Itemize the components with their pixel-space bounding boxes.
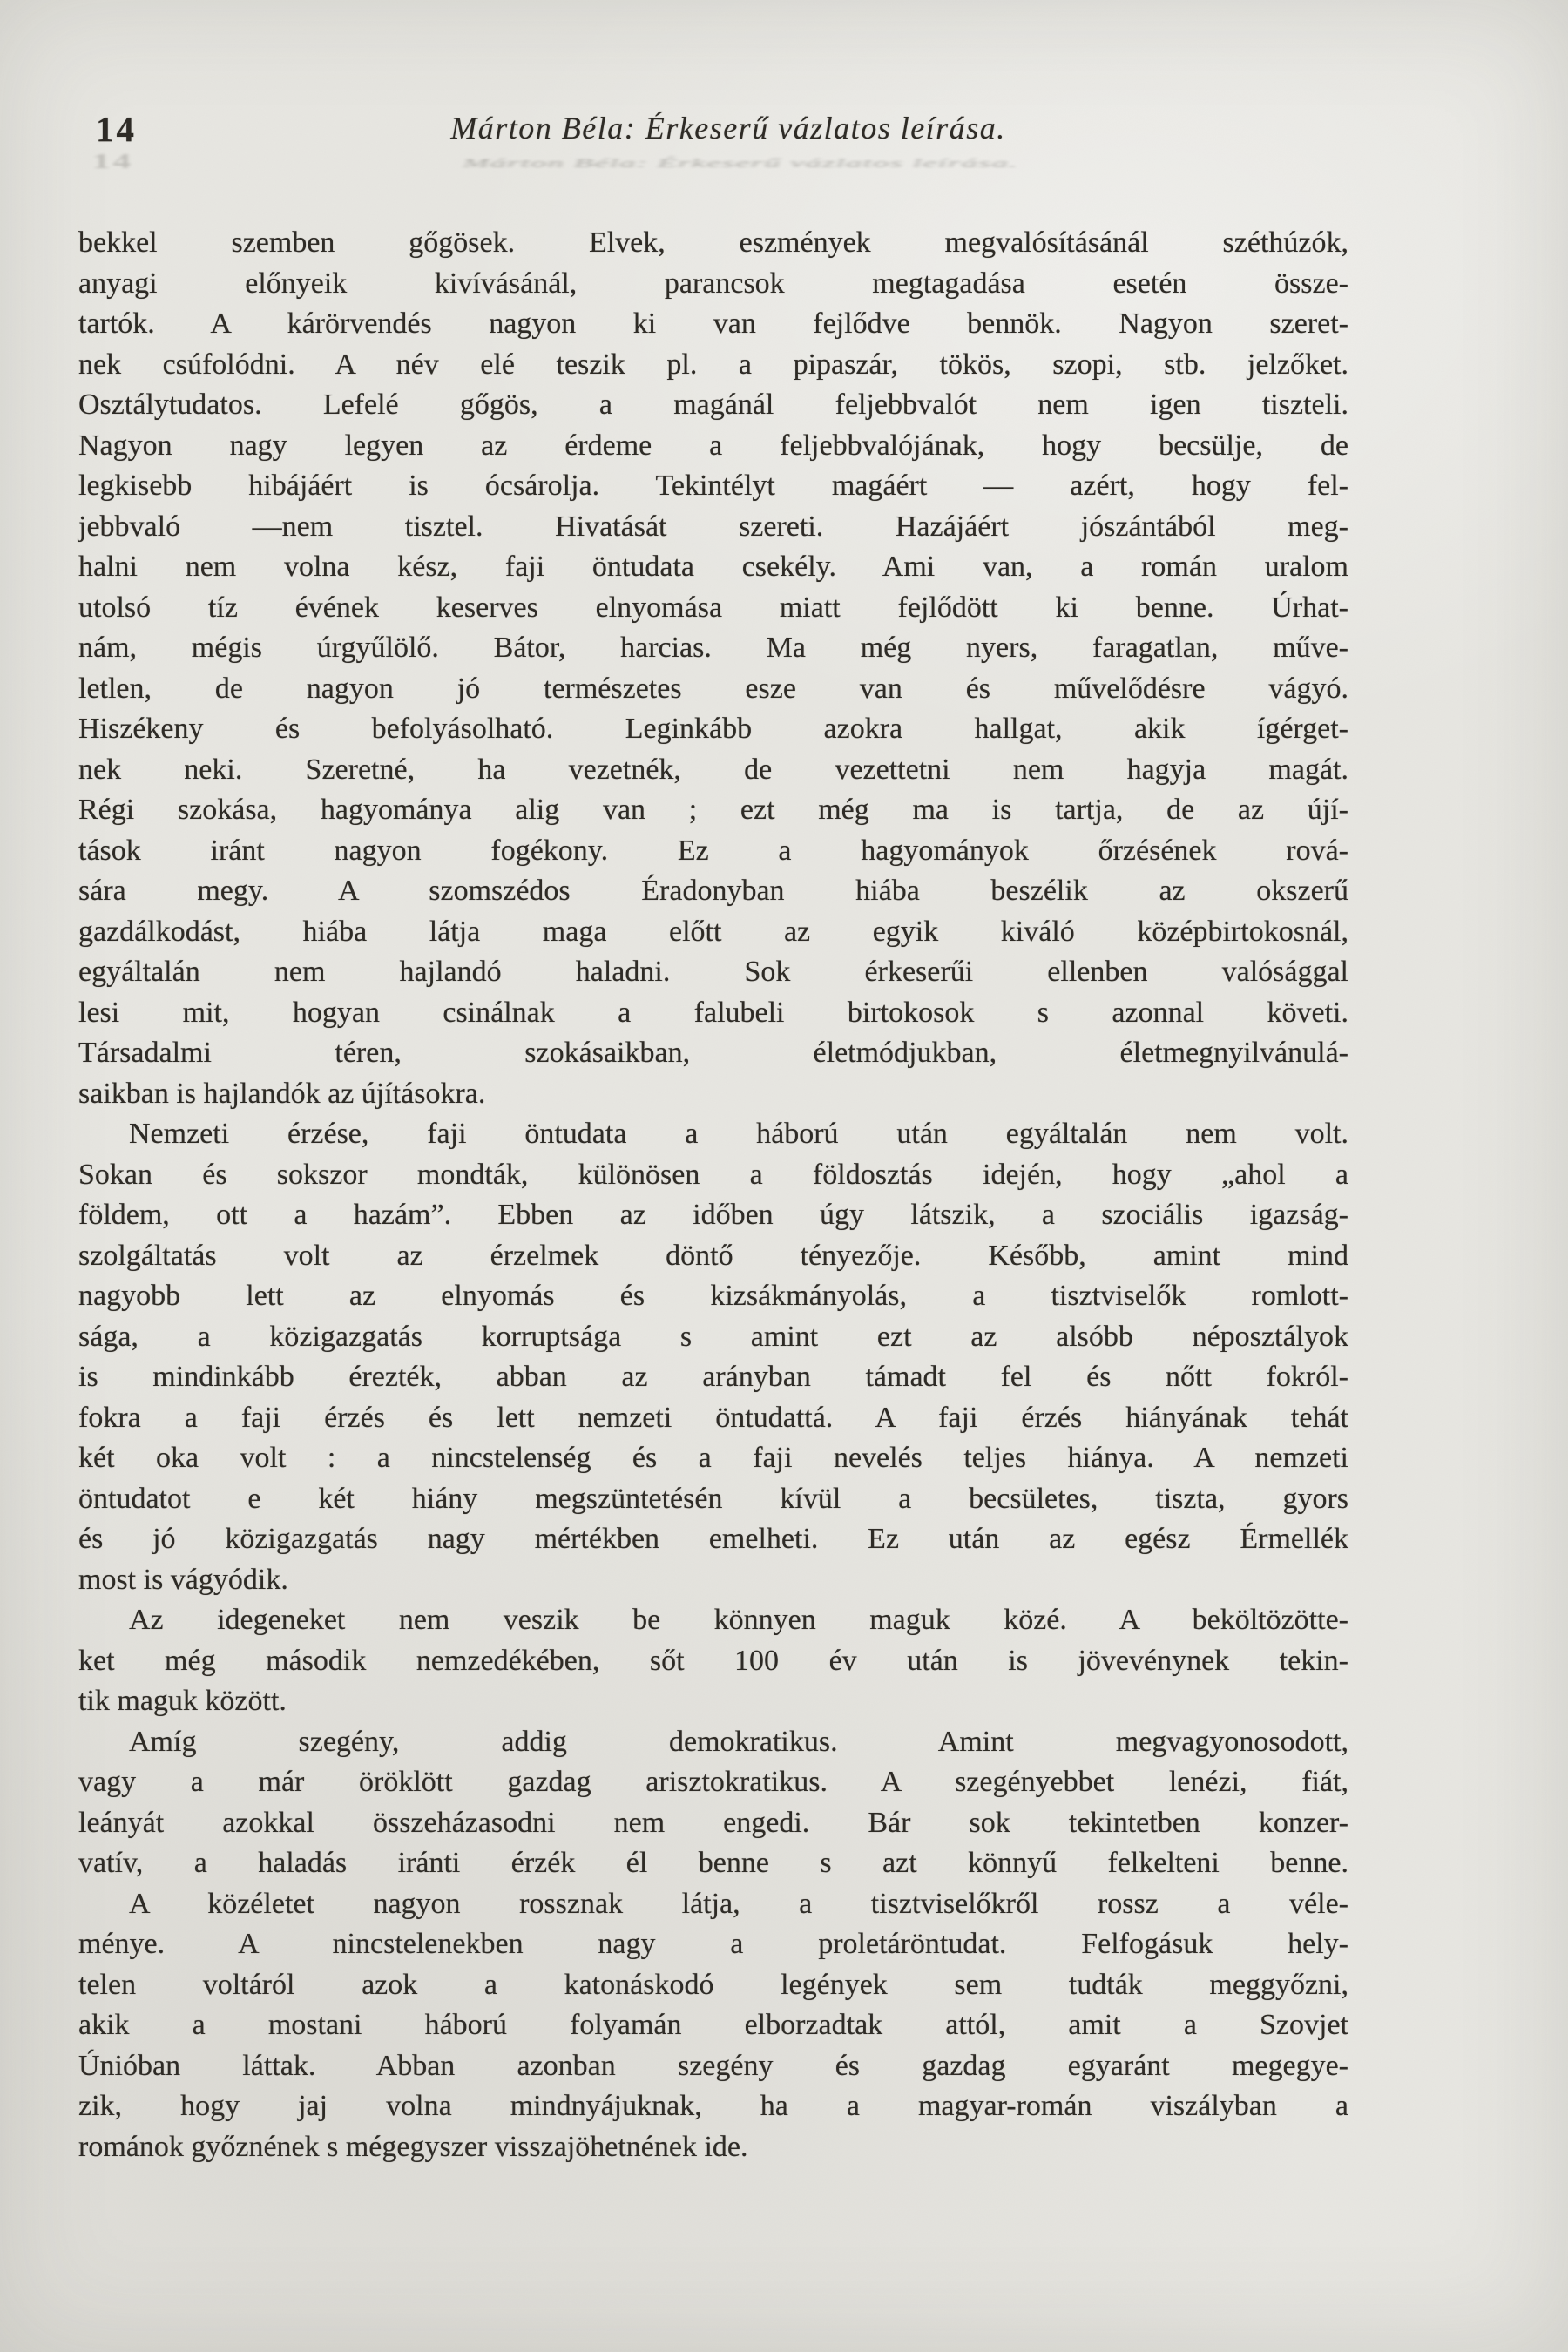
running-header-ghost: Márton Béla: Érkeserű vázlatos leírása.	[463, 155, 1018, 171]
text-line: gazdálkodást, hiába látja maga előtt az egyik kiváló középbirtokosnál,	[78, 915, 1348, 948]
text-line: Hiszékeny és befolyásolható. Leginkább azokra hallgat, akik ígérget-	[78, 713, 1348, 745]
text-line: akik a mostani háború folyamán elborzadtak attól, amit a Szovjet	[78, 2009, 1348, 2041]
text-line: Társadalmi téren, szokásaikban, életmódjukban, életmegnyilvánulá-	[78, 1037, 1348, 1069]
text-line: most is vágyódik.	[78, 1563, 288, 1596]
text-line: fokra a faji érzés és lett nemzeti öntudattá. A faji érzés hiányának tehát	[78, 1401, 1348, 1434]
text-line: ménye. A nincstelenekben nagy a proletáröntudat. Felfogásuk hely-	[78, 1928, 1348, 1960]
text-line: és jó közigazgatás nagy mértékben emelheti. Ez után az egész Érmellék	[78, 1523, 1348, 1555]
text-line: Únióban láttak. Abban azonban szegény és gazdag egyaránt megegye-	[78, 2049, 1348, 2082]
text-line: Amíg szegény, addig demokratikus. Amint megvagyonosodott,	[129, 1725, 1348, 1758]
page-number-ghost: 14	[92, 148, 133, 173]
text-line: halni nem volna kész, faji öntudata csekély. Ami van, a román uralom	[78, 551, 1348, 583]
text-line: két oka volt : a nincstelenség és a faji nevelés teljes hiánya. A nemzeti	[78, 1442, 1348, 1474]
text-line: Nemzeti érzése, faji öntudata a háború után egyáltalán nem volt.	[129, 1118, 1348, 1150]
text-line: saikban is hajlandók az újításokra.	[78, 1077, 486, 1110]
text-line: bekkel szemben gőgösek. Elvek, eszmények megvalósításánál széthúzók,	[78, 226, 1348, 259]
running-header: Márton Béla: Érkeserű vázlatos leírása.	[450, 111, 1006, 145]
text-line: zik, hogy jaj volna mindnyájuknak, ha a magyar-román viszályban a	[78, 2090, 1348, 2122]
text-line: legkisebb hibájáért is ócsárolja. Tekintélyt magáért — azért, hogy fel-	[78, 470, 1348, 502]
text-line: A közéletet nagyon rossznak látja, a tisztviselőkről rossz a véle-	[129, 1887, 1348, 1920]
text-line: egyáltalán nem hajlandó haladni. Sok érkeserűi ellenben valósággal	[78, 956, 1348, 988]
text-line: anyagi előnyeik kivívásánál, parancsok megtagadása esetén össze-	[78, 267, 1348, 300]
text-line: Nagyon nagy legyen az érdeme a feljebbvalójának, hogy becsülje, de	[78, 429, 1348, 462]
text-line: vatív, a haladás iránti érzék él benne s azt könnyű felkelteni benne.	[78, 1847, 1348, 1879]
page-number: 14	[96, 109, 137, 149]
text-line: is mindinkább érezték, abban az arányban támadt fel és nőtt fokról-	[78, 1361, 1348, 1393]
text-line: letlen, de nagyon jó természetes esze van és művelődésre vágyó.	[78, 672, 1348, 705]
text-line: lesi mit, hogyan csinálnak a falubeli birtokosok s azonnal követi.	[78, 996, 1348, 1029]
text-block	[78, 223, 1348, 2167]
text-line: tartók. A kárörvendés nagyon ki van fejlődve bennök. Nagyon szeret-	[78, 308, 1348, 340]
text-line: nám, mégis úrgyűlölő. Bátor, harcias. Ma még nyers, faragatlan, műve-	[78, 632, 1348, 664]
text-line: Régi szokása, hagyománya alig van ; ezt még ma is tartja, de az újí-	[78, 794, 1348, 826]
text-line: utolsó tíz évének keserves elnyomása miatt fejlődött ki benne. Úrhat-	[78, 591, 1348, 624]
text-line: leányát azokkal összeházasodni nem engedi. Bár sok tekintetben konzer-	[78, 1806, 1348, 1839]
text-line: Az idegeneket nem veszik be könnyen maguk közé. A beköltözötte-	[129, 1604, 1348, 1636]
text-line: sága, a közigazgatás korruptsága s amint ezt az alsóbb néposztályok	[78, 1320, 1348, 1353]
text-line: öntudatot e két hiány megszüntetésén kívül a becsületes, tiszta, gyors	[78, 1482, 1348, 1515]
text-line: sára megy. A szomszédos Éradonyban hiába beszélik az okszerű	[78, 875, 1348, 907]
text-line: vagy a már öröklött gazdag arisztokratikus. A szegényebbet lenézi, fiát,	[78, 1766, 1348, 1798]
text-line: telen voltáról azok a katonáskodó legények sem tudták meggyőzni,	[78, 1968, 1348, 2001]
text-line: románok győznének s mégegyszer visszajöhetnének ide.	[78, 2130, 748, 2163]
text-line: földem, ott a hazám”. Ebben az időben úgy látszik, a szociális igazság-	[78, 1199, 1348, 1231]
text-line: jebbvaló —nem tisztel. Hivatását szereti. Hazájáért jószántából meg-	[78, 510, 1348, 543]
text-line: nek neki. Szeretné, ha vezetnék, de vezettetni nem hagyja magát.	[78, 753, 1348, 786]
text-line: tik maguk között.	[78, 1685, 287, 1717]
text-line: nek csúfolódni. A név elé teszik pl. a pipaszár, tökös, szopi, stb. jelzőket.	[78, 348, 1348, 381]
text-line: Osztálytudatos. Lefelé gőgös, a magánál feljebbvalót nem igen tiszteli.	[78, 389, 1348, 421]
text-line: Sokan és sokszor mondták, különösen a földosztás idején, hogy „ahol a	[78, 1158, 1348, 1191]
text-line: szolgáltatás volt az érzelmek döntő tényezője. Később, amint mind	[78, 1239, 1348, 1272]
text-line: nagyobb lett az elnyomás és kizsákmányolás, a tisztviselők romlott-	[78, 1280, 1348, 1312]
text-line: tások iránt nagyon fogékony. Ez a hagyományok őrzésének rová-	[78, 834, 1348, 867]
text-line: ket még második nemzedékében, sőt 100 év után is jövevénynek tekin-	[78, 1644, 1348, 1677]
